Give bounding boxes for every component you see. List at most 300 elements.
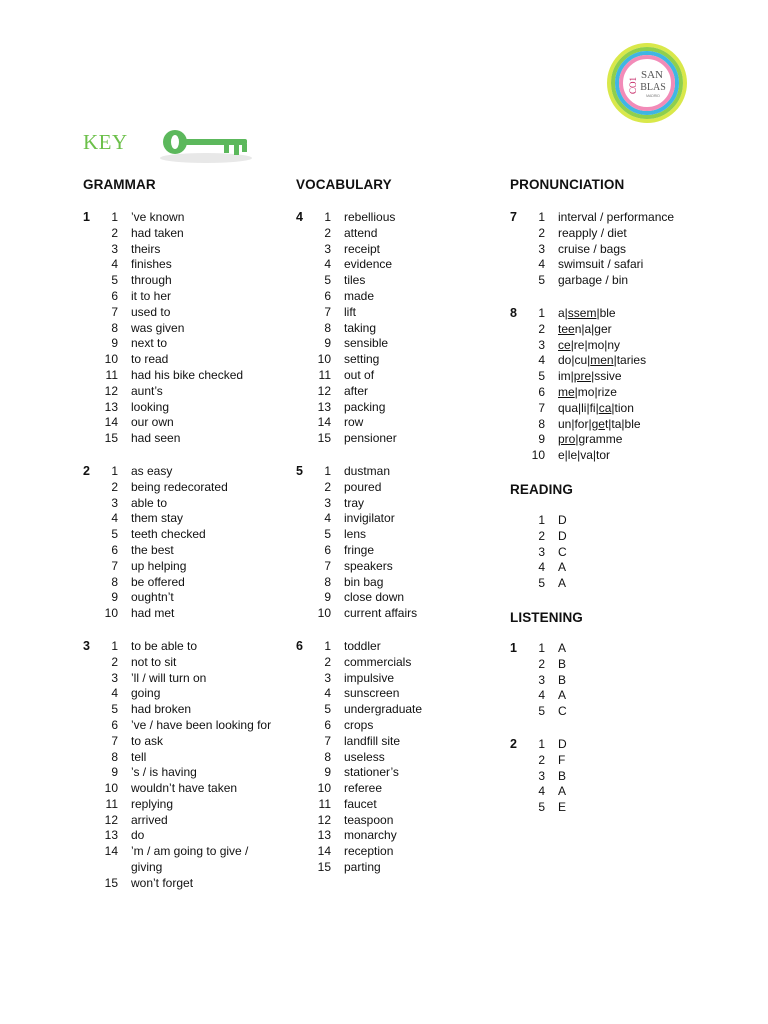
exercise-number	[83, 765, 96, 781]
item-number: 9	[324, 590, 331, 605]
answer-text: A	[558, 688, 567, 703]
answer-text: theirs	[131, 241, 161, 256]
answer-row	[83, 400, 283, 416]
answer-text: referee	[344, 781, 383, 796]
answer-row	[83, 590, 283, 606]
vocabulary-column	[296, 176, 496, 893]
answer-row	[296, 813, 496, 829]
item-number: 5	[111, 527, 118, 542]
answer-text: monarchy	[344, 828, 397, 843]
answer-text: D	[558, 528, 567, 543]
exercise-number	[296, 384, 309, 400]
item-number	[96, 860, 118, 876]
answer-text: it to her	[131, 288, 172, 303]
exercise-number	[510, 576, 523, 592]
answer-text: faucet	[344, 796, 377, 811]
answer-row	[296, 639, 496, 655]
answer-row	[510, 704, 730, 720]
answer-text: reapply / diet	[558, 225, 627, 240]
answer-row	[510, 784, 730, 800]
answer-text: impulsive	[344, 670, 395, 685]
exercise-number	[296, 511, 309, 527]
exercise-number	[83, 702, 96, 718]
item-number: 4	[324, 257, 331, 272]
answer-text: close down	[344, 590, 405, 605]
item-number: 8	[111, 574, 118, 589]
syllable-text: |tion	[611, 400, 634, 415]
answer-row	[510, 448, 730, 464]
answer-text: tray	[344, 495, 365, 510]
answer-row	[83, 226, 283, 242]
item-number: 1	[538, 305, 545, 320]
answer-text: do	[131, 828, 145, 843]
item-number: 12	[317, 812, 331, 827]
answer-text: was given	[131, 320, 185, 335]
exercise-number	[83, 496, 96, 512]
answer-row	[83, 686, 283, 702]
answer-row	[510, 657, 730, 673]
stressed-syllable: ge	[591, 416, 605, 431]
exercise-number	[510, 753, 523, 769]
item-number: 5	[324, 527, 331, 542]
item-number: 15	[317, 860, 331, 875]
answer-text: reception	[344, 844, 394, 859]
answer-text: A	[558, 784, 567, 799]
logo-text-top: SAN	[640, 69, 664, 81]
answer-row	[83, 415, 283, 431]
item-number: 12	[104, 812, 118, 827]
item-number: 8	[324, 574, 331, 589]
item-number: 8	[111, 320, 118, 335]
exercise-number: 2	[83, 463, 90, 478]
exercise-number	[83, 750, 96, 766]
logo-text-small: MADRID	[646, 94, 660, 98]
exercise-number	[296, 559, 309, 575]
answer-row	[510, 306, 730, 322]
answer-text: teeth checked	[131, 527, 206, 542]
pronunciation-groups	[510, 210, 730, 464]
item-number: 8	[538, 416, 545, 431]
grammar-column	[83, 176, 283, 909]
exercise-number	[510, 688, 523, 704]
exercise-number	[296, 765, 309, 781]
answer-text: to ask	[131, 733, 164, 748]
item-number: 6	[111, 542, 118, 557]
answer-text: giving	[131, 860, 163, 875]
item-number: 2	[538, 225, 545, 240]
answer-row	[296, 210, 496, 226]
answer-row	[83, 860, 283, 876]
item-number: 8	[111, 749, 118, 764]
answer-row	[510, 369, 730, 385]
syllable-text: |ssive	[591, 369, 622, 384]
pronunciation-exercise-group	[510, 306, 730, 464]
item-number: 10	[104, 352, 118, 367]
item-number: 11	[105, 367, 118, 382]
answer-text: E	[558, 800, 567, 815]
answer-text: teaspoon	[344, 812, 394, 827]
pronunciation-heading: PRONUNCIATION	[510, 177, 625, 192]
item-number: 14	[317, 415, 331, 430]
exercise-number	[296, 336, 309, 352]
answer-text: packing	[344, 399, 386, 414]
answer-text: D	[558, 512, 567, 527]
answer-text: lift	[344, 304, 356, 319]
exercise-number	[83, 368, 96, 384]
item-number: 7	[111, 733, 118, 748]
stressed-syllable: ce	[558, 337, 571, 352]
exercise-number	[83, 686, 96, 702]
syllable-text: a|	[558, 305, 568, 320]
answer-text: able to	[131, 495, 168, 510]
answer-text: ’m / am going to give /	[131, 844, 249, 859]
exercise-number	[510, 704, 523, 720]
answer-text: out of	[344, 367, 375, 382]
item-number: 4	[111, 686, 118, 701]
item-number: 4	[538, 257, 545, 272]
item-number: 3	[111, 495, 118, 510]
exercise-number: 4	[296, 210, 303, 224]
answer-row	[510, 322, 730, 338]
exercise-number	[296, 844, 309, 860]
exercise-number	[510, 800, 523, 816]
exercise-number	[83, 321, 96, 337]
item-number: 6	[111, 288, 118, 303]
exercise-number	[83, 734, 96, 750]
answer-text: fringe	[344, 542, 375, 557]
answer-text: setting	[344, 352, 380, 367]
grammar-exercise-group	[83, 464, 283, 622]
exercise-number	[296, 590, 309, 606]
item-number: 7	[324, 558, 331, 573]
exercise-number	[296, 813, 309, 829]
exercise-number	[296, 781, 309, 797]
logo-text-side: CO1	[628, 76, 638, 94]
exercise-number	[83, 671, 96, 687]
answer-text: stationer’s	[344, 765, 399, 780]
item-number: 5	[538, 704, 545, 719]
answer-row	[296, 415, 496, 431]
answer-row	[510, 401, 730, 417]
item-number: 1	[538, 512, 545, 527]
answer-row	[510, 273, 730, 289]
answer-row	[510, 257, 730, 273]
item-number: 10	[317, 781, 331, 796]
answer-row	[83, 384, 283, 400]
answer-row	[510, 338, 730, 354]
answer-text: evidence	[344, 257, 393, 272]
answer-row	[510, 385, 730, 401]
exercise-number	[510, 417, 523, 433]
stressed-syllable: pre	[573, 369, 592, 384]
exercise-number	[296, 242, 309, 258]
exercise-number	[296, 606, 309, 622]
exercise-number	[296, 702, 309, 718]
answer-text	[545, 448, 610, 464]
answer-text: oughtn’t	[131, 590, 174, 605]
answer-row	[510, 560, 730, 576]
answer-text: A	[558, 640, 567, 655]
answer-row	[83, 431, 283, 447]
item-number: 4	[111, 257, 118, 272]
answer-text: cruise / bags	[558, 241, 627, 256]
exercise-number	[510, 322, 523, 338]
exercise-number	[296, 718, 309, 734]
item-number: 2	[538, 752, 545, 767]
answer-text	[545, 369, 622, 385]
exercise-number	[83, 226, 96, 242]
item-number: 6	[324, 717, 331, 732]
answer-text	[545, 353, 646, 369]
listening-heading: LISTENING	[510, 609, 583, 625]
reading-exercise-group	[510, 513, 730, 592]
answer-text	[545, 417, 641, 433]
item-number: 10	[317, 352, 331, 367]
answer-text: useless	[344, 749, 385, 764]
item-number: 5	[324, 273, 331, 288]
answer-row	[83, 828, 283, 844]
listening-groups	[510, 641, 730, 816]
exercise-number	[83, 273, 96, 289]
exercise-number	[83, 400, 96, 416]
syllable-text: t|ta|ble	[604, 416, 641, 431]
grammar-groups	[83, 210, 283, 892]
exercise-number	[83, 336, 96, 352]
exercise-number	[296, 575, 309, 591]
answer-row	[83, 876, 283, 892]
answer-text: receipt	[344, 241, 381, 256]
reading-heading: READING	[510, 481, 573, 497]
exercise-number	[510, 560, 523, 576]
answer-row	[83, 242, 283, 258]
item-number: 2	[538, 656, 545, 671]
answer-row	[296, 305, 496, 321]
answer-text: as easy	[131, 463, 173, 478]
answer-row	[83, 606, 283, 622]
answer-row	[83, 527, 283, 543]
answer-text: commercials	[344, 654, 412, 669]
exercise-number	[296, 431, 309, 447]
item-number: 10	[317, 606, 331, 621]
answer-row	[510, 688, 730, 704]
syllable-text: |taries	[613, 353, 647, 368]
stressed-syllable: ca	[598, 400, 612, 415]
exercise-number	[83, 511, 96, 527]
answer-row	[296, 400, 496, 416]
answer-text: ’ve known	[131, 210, 185, 224]
answer-row	[83, 781, 283, 797]
answer-row	[296, 527, 496, 543]
item-number: 8	[324, 749, 331, 764]
answer-text: interval / performance	[558, 210, 675, 224]
answer-text: had met	[131, 606, 175, 621]
answer-text: bin bag	[344, 574, 384, 589]
syllable-text: |ble	[596, 305, 616, 320]
answer-row	[296, 559, 496, 575]
answer-row	[83, 655, 283, 671]
answer-text	[545, 306, 616, 322]
answer-text: ’s / is having	[131, 765, 197, 780]
exercise-number	[510, 448, 523, 464]
exercise-number	[83, 781, 96, 797]
item-number: 7	[324, 733, 331, 748]
answer-row	[296, 480, 496, 496]
exercise-number	[296, 415, 309, 431]
answer-text: them stay	[131, 511, 184, 526]
answer-row	[296, 734, 496, 750]
exercise-number	[510, 513, 523, 529]
item-number: 3	[538, 672, 545, 687]
answer-row	[83, 464, 283, 480]
exercise-number	[510, 353, 523, 369]
answer-row	[296, 844, 496, 860]
exercise-number	[83, 431, 96, 447]
vocabulary-heading: VOCABULARY	[296, 177, 392, 192]
answer-row	[83, 639, 283, 655]
item-number: 5	[538, 576, 545, 591]
answer-text: F	[558, 752, 566, 767]
answer-text: ’ve / have been looking for	[131, 717, 272, 732]
item-number: 3	[538, 768, 545, 783]
item-number: 6	[324, 288, 331, 303]
answer-row	[510, 769, 730, 785]
exercise-number: 6	[296, 638, 303, 653]
item-number: 12	[317, 383, 331, 398]
answer-text: looking	[131, 399, 170, 414]
answer-row	[510, 226, 730, 242]
answer-row	[296, 702, 496, 718]
vocabulary-exercise-group	[296, 464, 496, 622]
answer-row	[296, 718, 496, 734]
exercise-number	[296, 273, 309, 289]
answer-row	[83, 671, 283, 687]
exercise-number	[83, 718, 96, 734]
exercise-number	[296, 368, 309, 384]
item-number: 7	[111, 304, 118, 319]
answer-text: our own	[131, 415, 174, 430]
exercise-number	[296, 400, 309, 416]
answer-row	[510, 753, 730, 769]
syllable-text: do|cu|	[558, 353, 591, 368]
exercise-number	[83, 257, 96, 273]
exercise-number	[83, 242, 96, 258]
answer-row	[83, 750, 283, 766]
syllable-text: im|	[558, 369, 574, 384]
answer-row	[510, 800, 730, 816]
answer-row	[296, 257, 496, 273]
item-number: 9	[111, 765, 118, 780]
exercise-number	[296, 828, 309, 844]
item-number: 9	[538, 432, 545, 447]
answer-row	[83, 305, 283, 321]
answer-text: made	[344, 288, 375, 303]
answer-row	[83, 496, 283, 512]
exercise-number	[296, 655, 309, 671]
syllable-text: qua|li|fi|	[558, 400, 599, 415]
exercise-number	[510, 369, 523, 385]
answer-row	[510, 529, 730, 545]
item-number: 6	[538, 384, 545, 399]
item-number: 3	[111, 670, 118, 685]
exercise-number	[83, 575, 96, 591]
answer-row	[83, 559, 283, 575]
item-number: 4	[538, 688, 545, 703]
exercise-number	[510, 784, 523, 800]
syllable-text: e|le|va|tor	[558, 448, 611, 463]
answer-text: wouldn’t have taken	[131, 781, 238, 796]
answer-row	[510, 513, 730, 529]
answer-row	[83, 257, 283, 273]
answer-text: aunt’s	[131, 383, 163, 398]
item-number: 1	[111, 463, 118, 478]
answer-row	[83, 797, 283, 813]
answer-text: toddler	[344, 638, 381, 653]
answer-row	[510, 242, 730, 258]
exercise-number	[296, 543, 309, 559]
answer-text: had broken	[131, 702, 192, 717]
item-number: 1	[538, 640, 545, 655]
answer-text: D	[558, 736, 567, 751]
exercise-number	[83, 384, 96, 400]
item-number: 14	[104, 415, 118, 430]
item-number: 6	[111, 717, 118, 732]
answer-text: landfill site	[344, 733, 401, 748]
item-number: 15	[104, 431, 118, 446]
answer-text: be offered	[131, 574, 185, 589]
answer-row	[83, 289, 283, 305]
item-number: 10	[531, 448, 545, 463]
item-number: 2	[111, 479, 118, 494]
answer-text: parting	[344, 860, 381, 875]
listening-exercise-group	[510, 641, 730, 720]
answer-row	[296, 226, 496, 242]
exercise-number	[296, 352, 309, 368]
answer-row	[296, 368, 496, 384]
item-number: 3	[538, 544, 545, 559]
exercise-number	[296, 480, 309, 496]
exercise-number	[510, 385, 523, 401]
answer-text: speakers	[344, 558, 393, 573]
item-number: 9	[111, 590, 118, 605]
syllable-text: |gramme	[575, 432, 623, 447]
stressed-syllable: ssem	[567, 305, 597, 320]
answer-text: not to sit	[131, 654, 177, 669]
answer-text: crops	[344, 717, 374, 732]
answer-text: current affairs	[344, 606, 418, 621]
exercise-number	[296, 860, 309, 876]
answer-text: C	[558, 544, 567, 559]
answer-row	[83, 210, 283, 226]
exercise-number	[510, 657, 523, 673]
item-number: 1	[324, 638, 331, 653]
exercise-number	[296, 671, 309, 687]
item-number: 1	[538, 736, 545, 751]
answer-text: arrived	[131, 812, 168, 827]
item-number: 1	[324, 210, 331, 224]
answer-text	[545, 385, 617, 401]
vocabulary-exercise-group	[296, 210, 496, 447]
stressed-syllable: tee	[558, 321, 575, 336]
item-number: 1	[111, 638, 118, 653]
answer-text: sensible	[344, 336, 389, 351]
exercise-number	[510, 242, 523, 258]
item-number: 11	[105, 796, 118, 811]
exercise-number	[83, 415, 96, 431]
answer-text: undergraduate	[344, 702, 423, 717]
vocabulary-exercise-group	[296, 639, 496, 876]
answer-row	[510, 210, 730, 226]
exercise-number	[83, 844, 96, 860]
